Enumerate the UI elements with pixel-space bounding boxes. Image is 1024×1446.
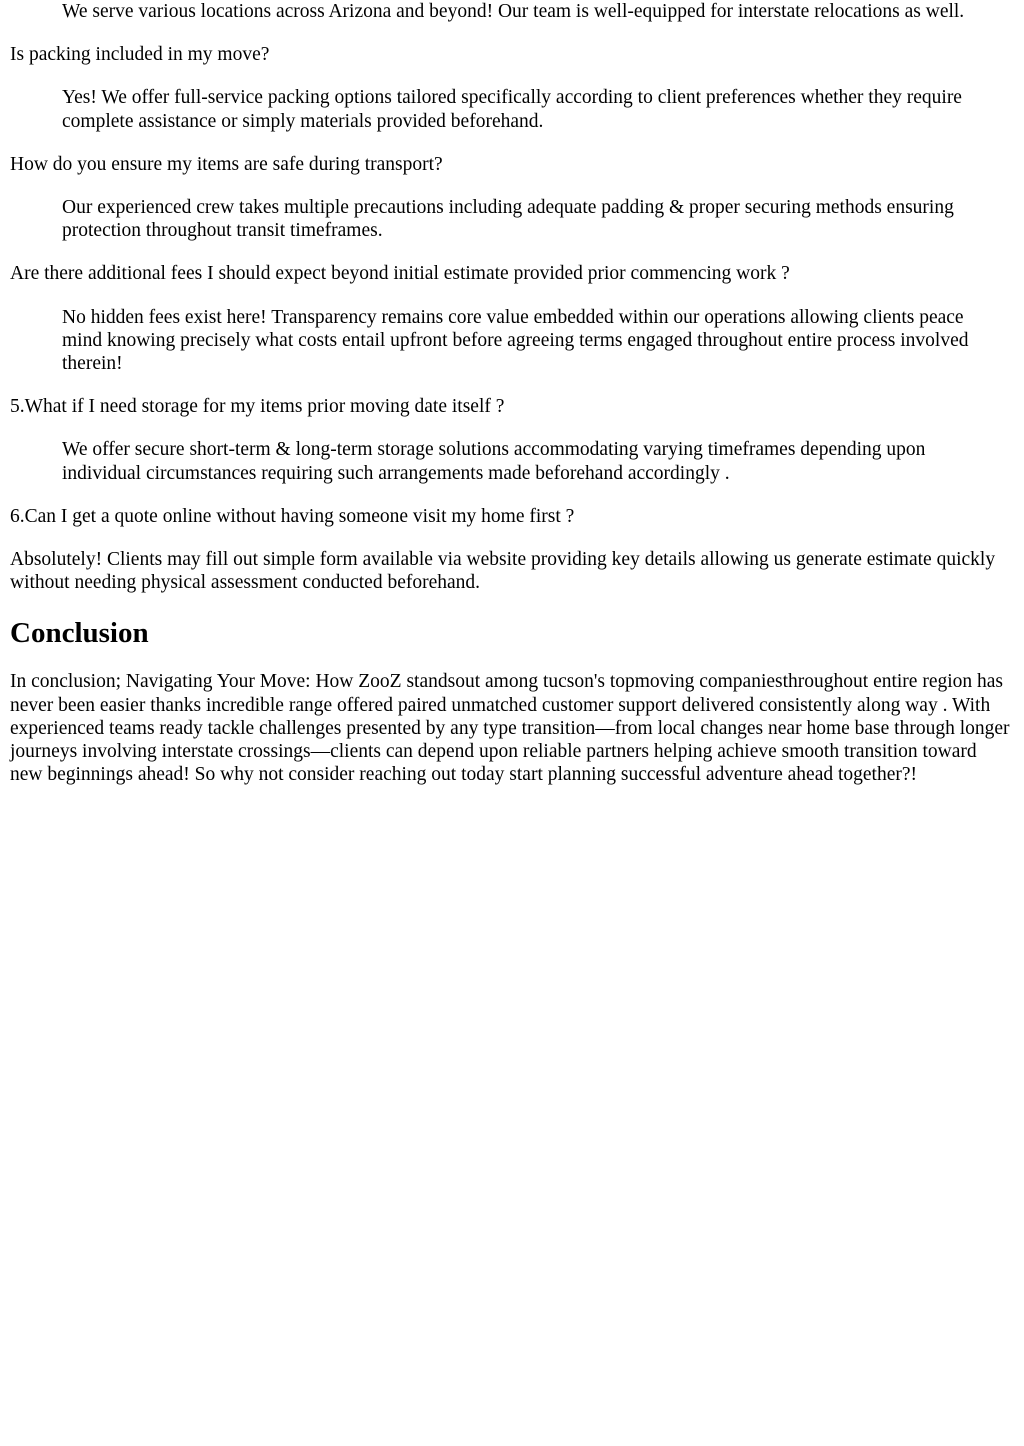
- faq-answer-fees: No hidden fees exist here! Transparency remains core value embedded within our operations allowing clients peace mind knowing precisely what costs entail upfront before agreeing terms engaged throughout entire process involved therein!: [62, 306, 969, 375]
- faq-answer-quote: Absolutely! Clients may fill out simple form available via website providing key details allowing us generate estimate quickly without needing physical assessment conducted beforehand.: [10, 549, 996, 594]
- faq-answer-service-area: We serve various locations across Arizona and beyond! Our team is well-equipped for interstate relocations as well.: [62, 1, 965, 22]
- faq-question-quote: 6.Can I get a quote online without having someone visit my home first ?: [10, 505, 575, 527]
- faq-question-packing: Is packing included in my move?: [10, 44, 270, 66]
- faq-question-fees: Are there additional fees I should expect beyond initial estimate provided prior commencing work ?: [10, 263, 790, 285]
- faq-section: [0, 0, 1024, 594]
- faq-answer-storage: We offer secure short-term & long-term storage solutions accommodating varying timeframes depending upon individual circumstances requiring such arrangements made beforehand accordingly .: [62, 439, 926, 484]
- faq-question-safety: How do you ensure my items are safe during transport?: [10, 153, 443, 175]
- conclusion-paragraph: In conclusion; Navigating Your Move: How ZooZ standsout among tucson's topmoving companiesthroughout entire region has never been easier thanks incredible range offered paired unmatched customer support delivered consistently along way . With experienced teams ready tackle challenges presented by any type transition—from local changes near home base through longer journeys involving interstate crossings—clients can depend upon reliable partners helping achieve smooth transition toward new beginnings ahead! So why not consider reaching out today start planning successful adventure ahead together?!: [10, 671, 1010, 786]
- conclusion-section: [0, 616, 1024, 786]
- conclusion-heading: Conclusion: [10, 617, 149, 650]
- faq-answer-packing: Yes! We offer full-service packing options tailored specifically according to client preferences whether they require complete assistance or simply materials provided beforehand.: [62, 87, 962, 132]
- faq-answer-safety: Our experienced crew takes multiple precautions including adequate padding & proper securing methods ensuring protection throughout transit timeframes.: [62, 197, 954, 242]
- faq-question-storage: 5.What if I need storage for my items prior moving date itself ?: [10, 396, 505, 418]
